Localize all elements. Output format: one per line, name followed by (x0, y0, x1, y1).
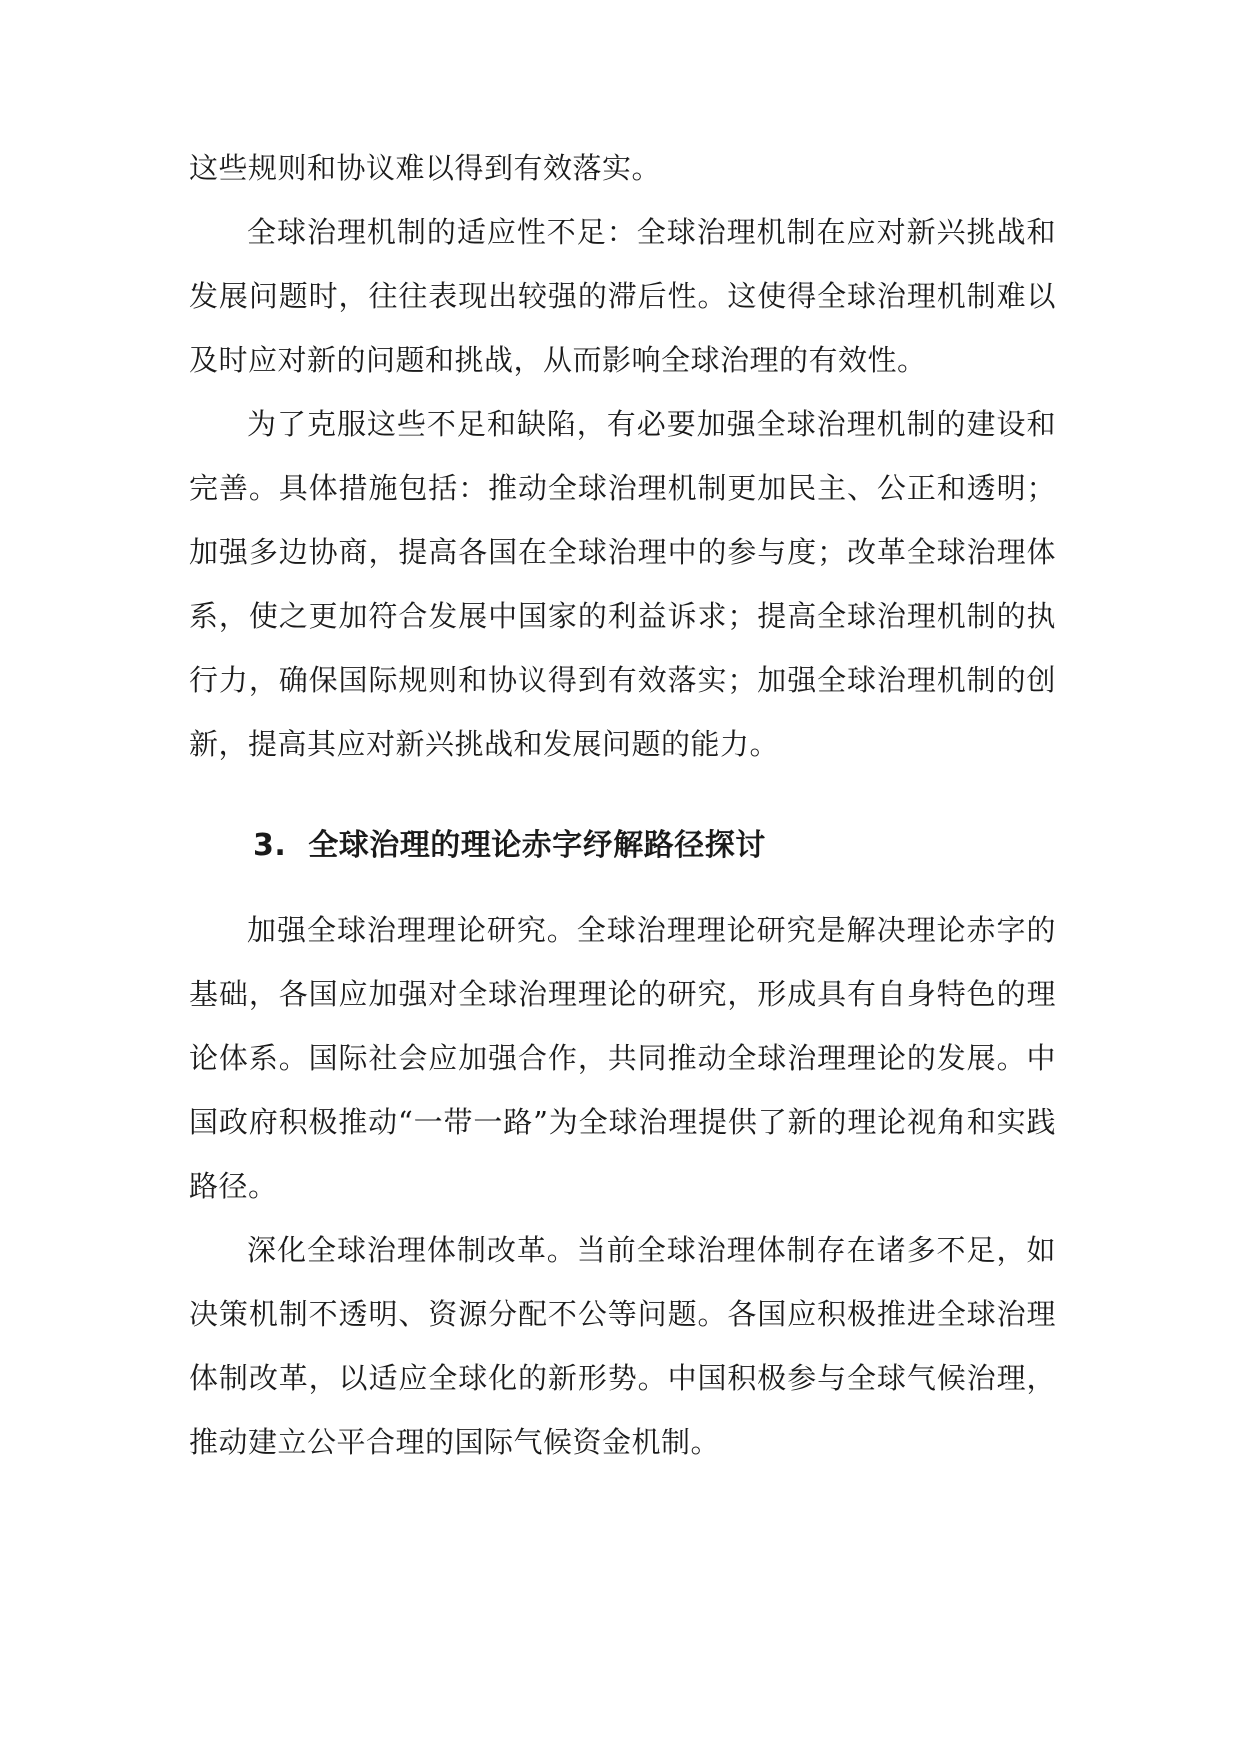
paragraph-theory-research: 加强全球治理理论研究。全球治理理论研究是解决理论赤字的基础，各国应加强对全球治理理论的研究，形成具有自身特色的理论体系。国际社会应加强合作，共同推动全球治理理论的发展。中国政府积极推动“一带一路”为全球治理提供了新的理论视角和实践路径。 (189, 913, 1056, 1203)
paragraph-system-reform: 深化全球治理体制改革。当前全球治理体制存在诸多不足，如决策机制不透明、资源分配不公等问题。各国应积极推进全球治理体制改革，以适应全球化的新形势。中国积极参与全球气候治理，推动建立公平合理的国际气候资金机制。 (189, 1233, 1056, 1459)
page-content (189, 136, 1056, 1474)
section-heading (189, 816, 1056, 876)
section-title: 全球治理的理论赤字纾解路径探讨 (308, 828, 766, 863)
paragraph-improvement-measures: 为了克服这些不足和缺陷，有必要加强全球治理机制的建设和完善。具体措施包括：推动全球治理机制更加民主、公正和透明；加强多边协商，提高各国在全球治理中的参与度；改革全球治理体系，使之更加符合发展中国家的利益诉求；提高全球治理机制的执行力，确保国际规则和协议得到有效落实；加强全球治理机制的创新，提高其应对新兴挑战和发展问题的能力。 (189, 407, 1056, 761)
paragraph-continuation: 这些规则和协议难以得到有效落实。 (189, 151, 662, 185)
section-number: 3. (253, 828, 287, 863)
paragraph-adaptability-deficit: 全球治理机制的适应性不足：全球治理机制在应对新兴挑战和发展问题时，往往表现出较强的滞后性。这使得全球治理机制难以及时应对新的问题和挑战，从而影响全球治理的有效性。 (189, 215, 1056, 377)
